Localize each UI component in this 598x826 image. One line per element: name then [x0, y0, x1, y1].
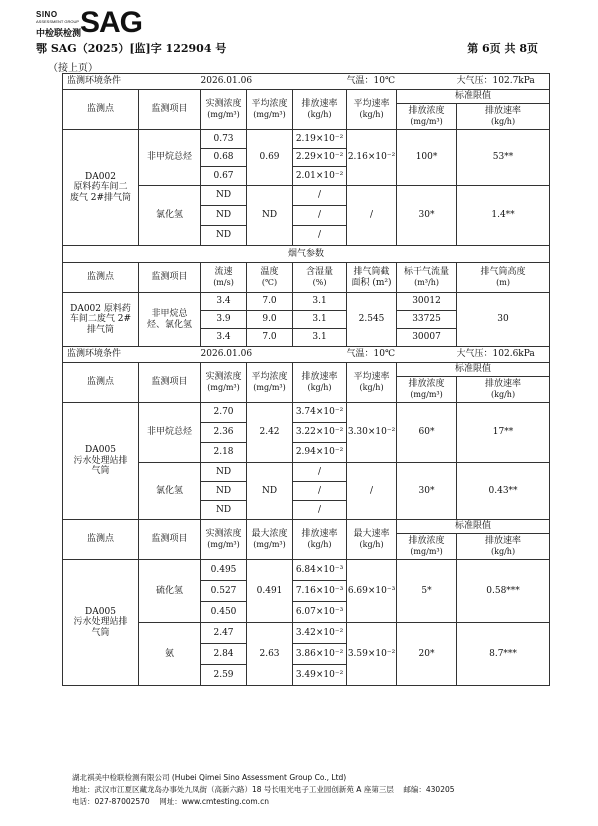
page-number: 第 6页 共 8页	[467, 42, 538, 55]
header-max: 最大浓度 (mg/m³)	[247, 520, 293, 560]
rate-value: /	[293, 482, 347, 501]
rate-value: 6.84×10⁻³	[293, 560, 347, 581]
header-std: 标准限值	[397, 90, 550, 104]
env-row-2	[63, 347, 550, 363]
header-item: 监测项目	[139, 263, 201, 293]
conc-value: ND	[201, 206, 247, 226]
header-std-rate: 排放速率 (kg/h)	[457, 377, 550, 403]
std-conc-value: 100*	[397, 130, 457, 186]
rate-value: /	[293, 186, 347, 206]
maxrate-value: 6.69×10⁻³	[347, 560, 397, 623]
header-item: 监测项目	[139, 363, 201, 403]
std-conc-value: 20*	[397, 623, 457, 686]
rate-value: 2.01×10⁻²	[293, 167, 347, 186]
page-footer	[72, 772, 455, 808]
std-conc-value: 30*	[397, 186, 457, 246]
rate-value: /	[293, 226, 347, 246]
header-temp: 温度 (℃)	[247, 263, 293, 293]
hum-value: 3.1	[293, 293, 347, 311]
env-label: 监测环境条件	[63, 74, 201, 90]
logo-cn-text: 中检联检测	[36, 29, 82, 39]
header-avgrate: 平均速率 (kg/h)	[347, 363, 397, 403]
max-value: 0.491	[247, 560, 293, 623]
std-rate-value: 53**	[457, 130, 550, 186]
rate-value: /	[293, 463, 347, 482]
rate-value: 2.94×10⁻²	[293, 443, 347, 463]
item-nmhc: 非甲烷总烃	[139, 130, 201, 186]
header-flow: 流速 (m/s)	[201, 263, 247, 293]
header-rate: 排放速率 (kg/h)	[293, 90, 347, 130]
std-conc-value: 60*	[397, 403, 457, 463]
footer-contact-line	[72, 796, 455, 808]
std-rate-value: 0.58***	[457, 560, 550, 623]
logo-group-text: ASSESSMENT GROUP	[36, 19, 80, 24]
flue-title: 烟气参数	[63, 246, 550, 263]
header-avg: 平均浓度 (mg/m³)	[247, 90, 293, 130]
header-std-rate: 排放速率 (kg/h)	[457, 104, 550, 130]
conc-value: 2.18	[201, 443, 247, 463]
item-h2s: 硫化氢	[139, 560, 201, 623]
header-point: 监测点	[63, 90, 139, 130]
std-flow-value: 33725	[397, 311, 457, 329]
header-conc: 实测浓度 (mg/m³)	[201, 90, 247, 130]
footer-postcode: 邮编：430205	[403, 785, 455, 794]
maxrate-value: 3.59×10⁻²	[347, 623, 397, 686]
std-conc-value: 30*	[397, 463, 457, 520]
header-point: 监测点	[63, 520, 139, 560]
std-rate-value: 8.7***	[457, 623, 550, 686]
rate-value: /	[293, 501, 347, 520]
avg-value: 2.42	[247, 403, 293, 463]
env-pressure: 大气压：102.7kPa	[457, 74, 550, 90]
point-da005: DA005 污水处理站排 气筒	[63, 403, 139, 520]
header-maxrate: 最大速率 (kg/h)	[347, 520, 397, 560]
item-hcl: 氯化氢	[139, 186, 201, 246]
avgrate-value: 2.16×10⁻²	[347, 130, 397, 186]
hum-value: 3.1	[293, 329, 347, 347]
rate-value: 7.16×10⁻³	[293, 581, 347, 602]
header-std-conc: 排放浓度 (mg/m³)	[397, 377, 457, 403]
footer-address: 地址：武汉市江夏区藏龙岛办事处九凤街（高新六路）18 号长咀光电子工业园创新苑 A 座第三层	[72, 785, 394, 794]
footer-company: 湖北祺美中检联检测有限公司 (Hubei Qimei Sino Assessment Group Co., Ltd)	[72, 773, 347, 782]
std-rate-value: 17**	[457, 403, 550, 463]
header-std-conc: 排放浓度 (mg/m³)	[397, 104, 457, 130]
avgrate-value: /	[347, 463, 397, 520]
rate-value: 3.86×10⁻²	[293, 644, 347, 665]
header-rate: 排放速率 (kg/h)	[293, 363, 347, 403]
item-hcl: 氯化氢	[139, 463, 201, 520]
rate-value: 2.29×10⁻²	[293, 149, 347, 167]
rate-value: 3.42×10⁻²	[293, 623, 347, 644]
avg-value: ND	[247, 186, 293, 246]
header-std-conc: 排放浓度 (mg/m³)	[397, 534, 457, 560]
header-std: 标准限值	[397, 520, 550, 534]
header-std-rate: 排放速率 (kg/h)	[457, 534, 550, 560]
avgrate-value: 3.30×10⁻²	[347, 403, 397, 463]
env-label: 监测环境条件	[63, 347, 201, 363]
header-std-flow: 标干气流量 (m³/h)	[397, 263, 457, 293]
conc-value: 0.73	[201, 130, 247, 149]
conc-value: 0.68	[201, 149, 247, 167]
conc-value: 0.527	[201, 581, 247, 602]
conc-value: ND	[201, 463, 247, 482]
temp-value: 7.0	[247, 329, 293, 347]
monitoring-table	[62, 73, 550, 686]
avgrate-value: /	[347, 186, 397, 246]
item-nh3: 氨	[139, 623, 201, 686]
conc-value: 2.47	[201, 623, 247, 644]
document-number: 鄂 SAG（2025）[监]字 122904 号	[36, 42, 227, 55]
footer-address-line	[72, 784, 455, 796]
conc-value: 2.36	[201, 423, 247, 443]
header-conc: 实测浓度 (mg/m³)	[201, 363, 247, 403]
flue-point: DA002 原料药 车间二废气 2# 排气筒	[63, 293, 139, 347]
header-item: 监测项目	[139, 520, 201, 560]
conc-value: ND	[201, 501, 247, 520]
footer-website: 网址：www.cmtesting.com.cn	[159, 797, 269, 806]
header-height: 排气筒高度 (m)	[457, 263, 550, 293]
header-hum: 含湿量 (%)	[293, 263, 347, 293]
flow-value: 3.9	[201, 311, 247, 329]
avg-value: ND	[247, 463, 293, 520]
company-logo	[36, 8, 156, 42]
item-nmhc: 非甲烷总烃	[139, 403, 201, 463]
flow-value: 3.4	[201, 293, 247, 311]
std-flow-value: 30007	[397, 329, 457, 347]
env-temp: 气温：10℃	[347, 347, 457, 363]
rate-value: /	[293, 206, 347, 226]
header-std: 标准限值	[397, 363, 550, 377]
header-conc: 实测浓度 (mg/m³)	[201, 520, 247, 560]
env-date: 2026.01.06	[201, 347, 347, 363]
conc-value: 2.59	[201, 665, 247, 686]
logo-sag-text: SAG	[80, 6, 143, 39]
logo-sino-text: SINO	[36, 10, 58, 19]
conc-value: ND	[201, 186, 247, 206]
header-avgrate: 平均速率 (kg/h)	[347, 90, 397, 130]
std-flow-value: 30012	[397, 293, 457, 311]
env-date: 2026.01.06	[201, 74, 347, 90]
flue-item: 非甲烷总 烃、氯化氢	[139, 293, 201, 347]
conc-value: 0.67	[201, 167, 247, 186]
avg-value: 0.69	[247, 130, 293, 186]
conc-value: 2.70	[201, 403, 247, 423]
temp-value: 7.0	[247, 293, 293, 311]
rate-value: 3.22×10⁻²	[293, 423, 347, 443]
flow-value: 3.4	[201, 329, 247, 347]
conc-value: ND	[201, 482, 247, 501]
rate-value: 3.49×10⁻²	[293, 665, 347, 686]
area-value: 2.545	[347, 293, 397, 347]
point-da005: DA005 污水处理站排 气筒	[63, 560, 139, 686]
std-rate-value: 0.43**	[457, 463, 550, 520]
rate-value: 6.07×10⁻³	[293, 602, 347, 623]
header-point: 监测点	[63, 363, 139, 403]
header-avg: 平均浓度 (mg/m³)	[247, 363, 293, 403]
env-temp: 气温：10℃	[347, 74, 457, 90]
header-point: 监测点	[63, 263, 139, 293]
rate-value: 3.74×10⁻²	[293, 403, 347, 423]
header-item: 监测项目	[139, 90, 201, 130]
env-pressure: 大气压：102.6kPa	[457, 347, 550, 363]
rate-value: 2.19×10⁻²	[293, 130, 347, 149]
point-da002: DA002 原料药车间二 废气 2#排气筒	[63, 130, 139, 246]
header-rate: 排放速率 (kg/h)	[293, 520, 347, 560]
conc-value: 2.84	[201, 644, 247, 665]
conc-value: 0.450	[201, 602, 247, 623]
conc-value: ND	[201, 226, 247, 246]
temp-value: 9.0	[247, 311, 293, 329]
conc-value: 0.495	[201, 560, 247, 581]
env-row-1	[63, 74, 550, 90]
max-value: 2.63	[247, 623, 293, 686]
height-value: 30	[457, 293, 550, 347]
hum-value: 3.1	[293, 311, 347, 329]
std-rate-value: 1.4**	[457, 186, 550, 246]
std-conc-value: 5*	[397, 560, 457, 623]
header-area: 排气筒截 面积 (m²)	[347, 263, 397, 293]
continued-note: （接上页）	[48, 63, 98, 74]
footer-phone: 电话：027-87002570	[72, 797, 150, 806]
